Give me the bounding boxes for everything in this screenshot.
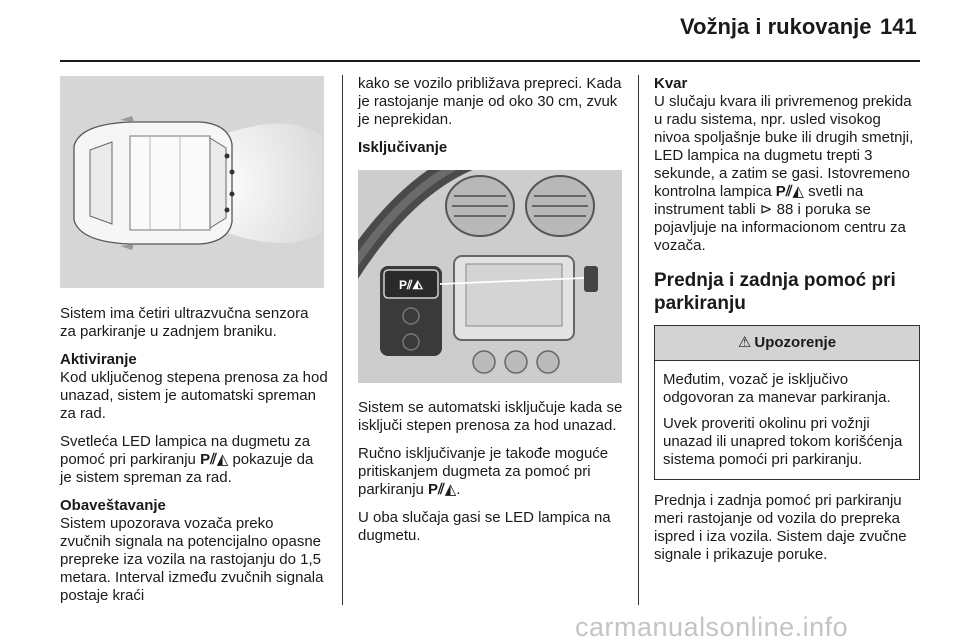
warning-triangle-icon: ⚠ (737, 334, 752, 351)
dashboard-button-illustration (358, 170, 622, 383)
off-paragraph-1: Sistem se automatski isključuje kada se isključi stepen prenosa za hod unazad. (358, 399, 623, 434)
warning-header (655, 326, 919, 361)
fault-paragraph: U slučaju kvara ili privremenog prekida u radu sistema, npr. usled visokog nivoa spoljašnje buke ili drugih smetnji, LED lampica na dugmetu trepti 3 sekunde, a zatim se gasi. Istovremeno kontrolna lampica P⫽◭ svetli na instrument tabli ⊳ 88 i poruka se pojavljuje na informacionom centru za vozača. (654, 93, 914, 254)
off-paragraph-2: Ručno isključivanje je takođe moguće pritiskanjem dugmeta za pomoć pri parkiranju P⫽◭. (358, 445, 609, 498)
park-assist-icon: P⫽◭ (428, 481, 457, 498)
notification-heading: Obaveštavanje (60, 497, 166, 514)
warning-paragraph-2: Uvek proveriti okolinu pri vožnji unazad ili unapred tokom korišćenja sistema pomoći pri parkiranju. (663, 415, 903, 468)
car-sensor-illustration (60, 76, 324, 288)
header-rule (60, 60, 920, 62)
park-assist-icon: P⫽◭ (200, 451, 229, 468)
column-3 (654, 75, 920, 574)
page-number: 141 (880, 14, 917, 39)
activation-heading: Aktiviranje (60, 351, 137, 368)
intro-paragraph: Sistem ima četiri ultrazvučna senzora za parkiranje u zadnjem braniku. (60, 305, 309, 340)
warning-box (654, 325, 920, 480)
column-2-lower (358, 399, 626, 555)
column-2 (358, 75, 626, 157)
warning-paragraph-1: Međutim, vozač je isključivo odgovoran za manevar parkiranja. (663, 371, 891, 406)
continuation-paragraph: kako se vozilo približava prepreci. Kada je rastojanje manje od oko 30 cm, zvuk je neprekidan. (358, 75, 622, 128)
warning-title: Upozorenje (754, 334, 837, 351)
notification-paragraph: Sistem upozorava vozača preko zvučnih signala na potencijalno opasne prepreke iza vozila na rastojanju do 1,5 metara. Interval između zvučnih signala postaje kraći (60, 515, 324, 604)
watermark: carmanualsonline.info (575, 612, 849, 642)
park-assist-button-label: P⫽◭ (398, 278, 424, 292)
column-divider (342, 75, 343, 605)
activation-paragraph-2: Svetleća LED lampica na dugmetu za pomoć pri parkiranju P⫽◭ pokazuje da je sistem spreman za rad. (60, 433, 314, 486)
car-top-view-icon (60, 76, 324, 288)
activation-paragraph-1: Kod uključenog stepena prenosa za hod unazad, sistem je automatski spreman za rad. (60, 369, 328, 422)
off-heading: Isključivanje (358, 139, 448, 156)
park-assist-icon: P⫽◭ (775, 183, 804, 200)
header-title: Vožnja i rukovanje (680, 14, 872, 39)
off-paragraph-3: U oba slučaja gasi se LED lampica na dugmetu. (358, 509, 611, 544)
reference-arrow-icon: ⊳ (759, 201, 773, 218)
warning-body (655, 361, 919, 479)
column-1 (60, 305, 328, 615)
fault-heading: Kvar (654, 75, 688, 92)
dashboard-icon (358, 170, 622, 383)
column-divider (638, 75, 639, 605)
section-heading: Prednja i zadnja pomoć pri parkiranju (654, 270, 896, 314)
final-paragraph: Prednja i zadnja pomoć pri parkiranju meri rastojanje od vozila do prepreka ispred i iza vozila. Sistem daje zvučne signale i prikazuje poruke. (654, 492, 907, 563)
